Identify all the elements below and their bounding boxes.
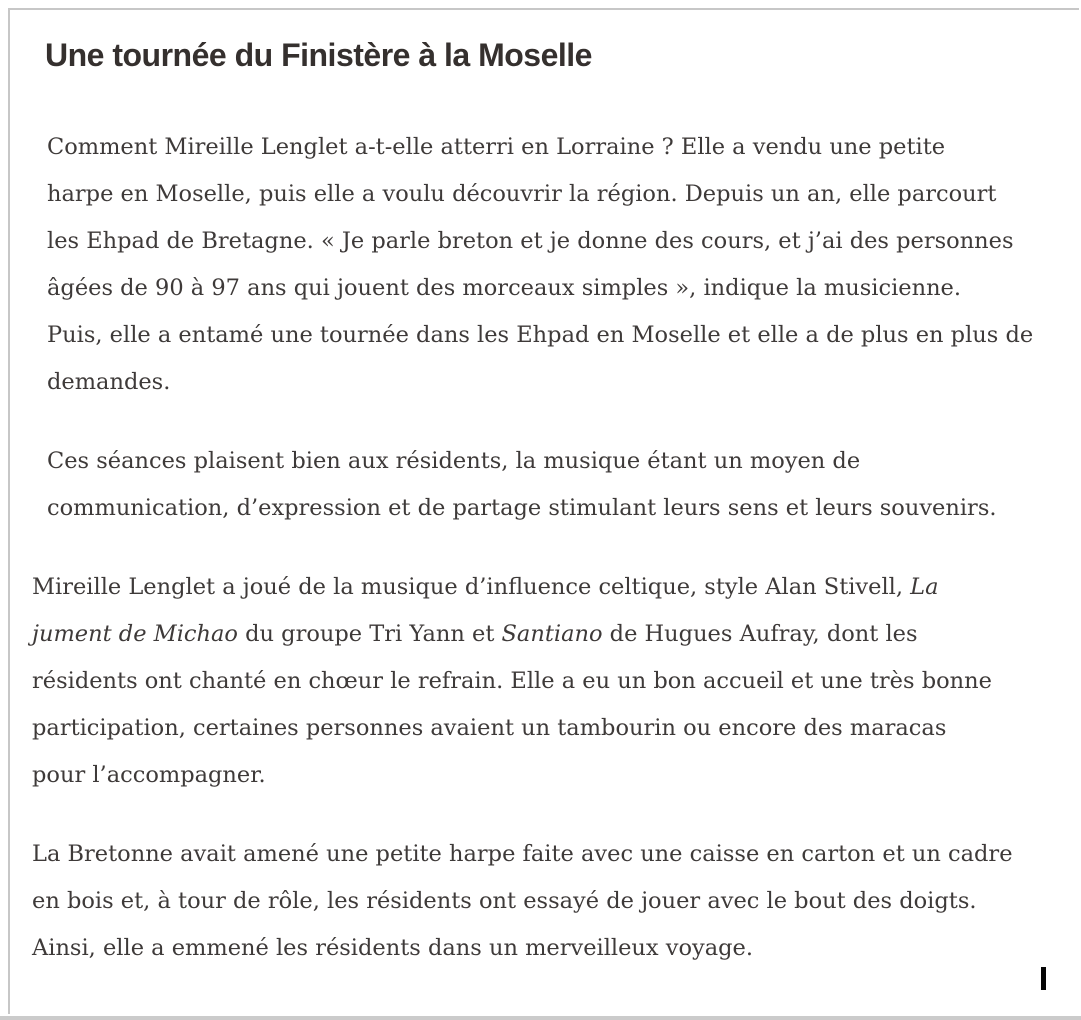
text-run: Mireille Lenglet a joué de la musique d’influence celtique, style Alan Stivell,	[32, 574, 911, 600]
text-run: pour l’accompagner.	[32, 762, 266, 788]
text-run: La Bretonne avait amené une petite harpe faite avec une caisse en carton et un cadre	[32, 841, 1013, 867]
article-body	[10, 124, 1079, 972]
text-line	[47, 171, 1079, 218]
text-line	[47, 218, 1079, 265]
text-run: communication, d’expression et de partage stimulant leurs sens et leurs souvenirs.	[47, 495, 997, 521]
text-line	[47, 312, 1079, 359]
bottom-edge-bar	[0, 1016, 1081, 1020]
text-run: Puis, elle a entamé une tournée dans les Ehpad en Moselle et elle a de plus en plus de	[47, 322, 1034, 348]
paragraph	[47, 438, 1079, 532]
text-line	[32, 925, 1079, 972]
text-run: demandes.	[47, 369, 171, 395]
text-run: La	[910, 574, 939, 600]
text-run: harpe en Moselle, puis elle a voulu découvrir la région. Depuis un an, elle parcourt	[47, 181, 997, 207]
text-line	[47, 359, 1079, 406]
article-title: Une tournée du Finistère à la Moselle	[45, 37, 592, 73]
text-line	[32, 831, 1079, 878]
paragraph	[32, 564, 1079, 799]
text-run: résidents ont chanté en chœur le refrain. Elle a eu un bon accueil et une très bonne	[32, 668, 992, 694]
text-line	[47, 124, 1079, 171]
text-line	[32, 752, 1079, 799]
text-line	[47, 438, 1079, 485]
text-line	[32, 705, 1079, 752]
article-page	[8, 8, 1079, 1014]
text-run: en bois et, à tour de rôle, les résidents ont essayé de jouer avec le bout des doigts.	[32, 888, 977, 914]
text-run: Santiano	[501, 621, 603, 647]
text-run: âgées de 90 à 97 ans qui jouent des morceaux simples », indique la musicienne.	[47, 275, 962, 301]
paragraph	[47, 124, 1079, 406]
paragraph	[32, 831, 1079, 972]
text-line	[32, 611, 1079, 658]
text-line	[47, 485, 1079, 532]
text-run: du groupe Tri Yann et	[237, 621, 502, 647]
text-run: Ces séances plaisent bien aux résidents, la musique étant un moyen de	[47, 448, 861, 474]
text-run: Comment Mireille Lenglet a-t-elle atterri en Lorraine ? Elle a vendu une petite	[47, 134, 946, 160]
text-line	[47, 265, 1079, 312]
text-run: participation, certaines personnes avaient un tambourin ou encore des maracas	[32, 715, 947, 741]
text-run: de Hugues Aufray, dont les	[602, 621, 918, 647]
text-line	[32, 658, 1079, 705]
text-line	[32, 564, 1079, 611]
text-line	[32, 878, 1079, 925]
text-run: Ainsi, elle a emmené les résidents dans un merveilleux voyage.	[32, 935, 754, 961]
text-run: jument de Michao	[32, 621, 238, 647]
text-run: les Ehpad de Bretagne. « Je parle breton et je donne des cours, et j’ai des personnes	[47, 228, 1014, 254]
text-cursor	[1041, 967, 1046, 990]
